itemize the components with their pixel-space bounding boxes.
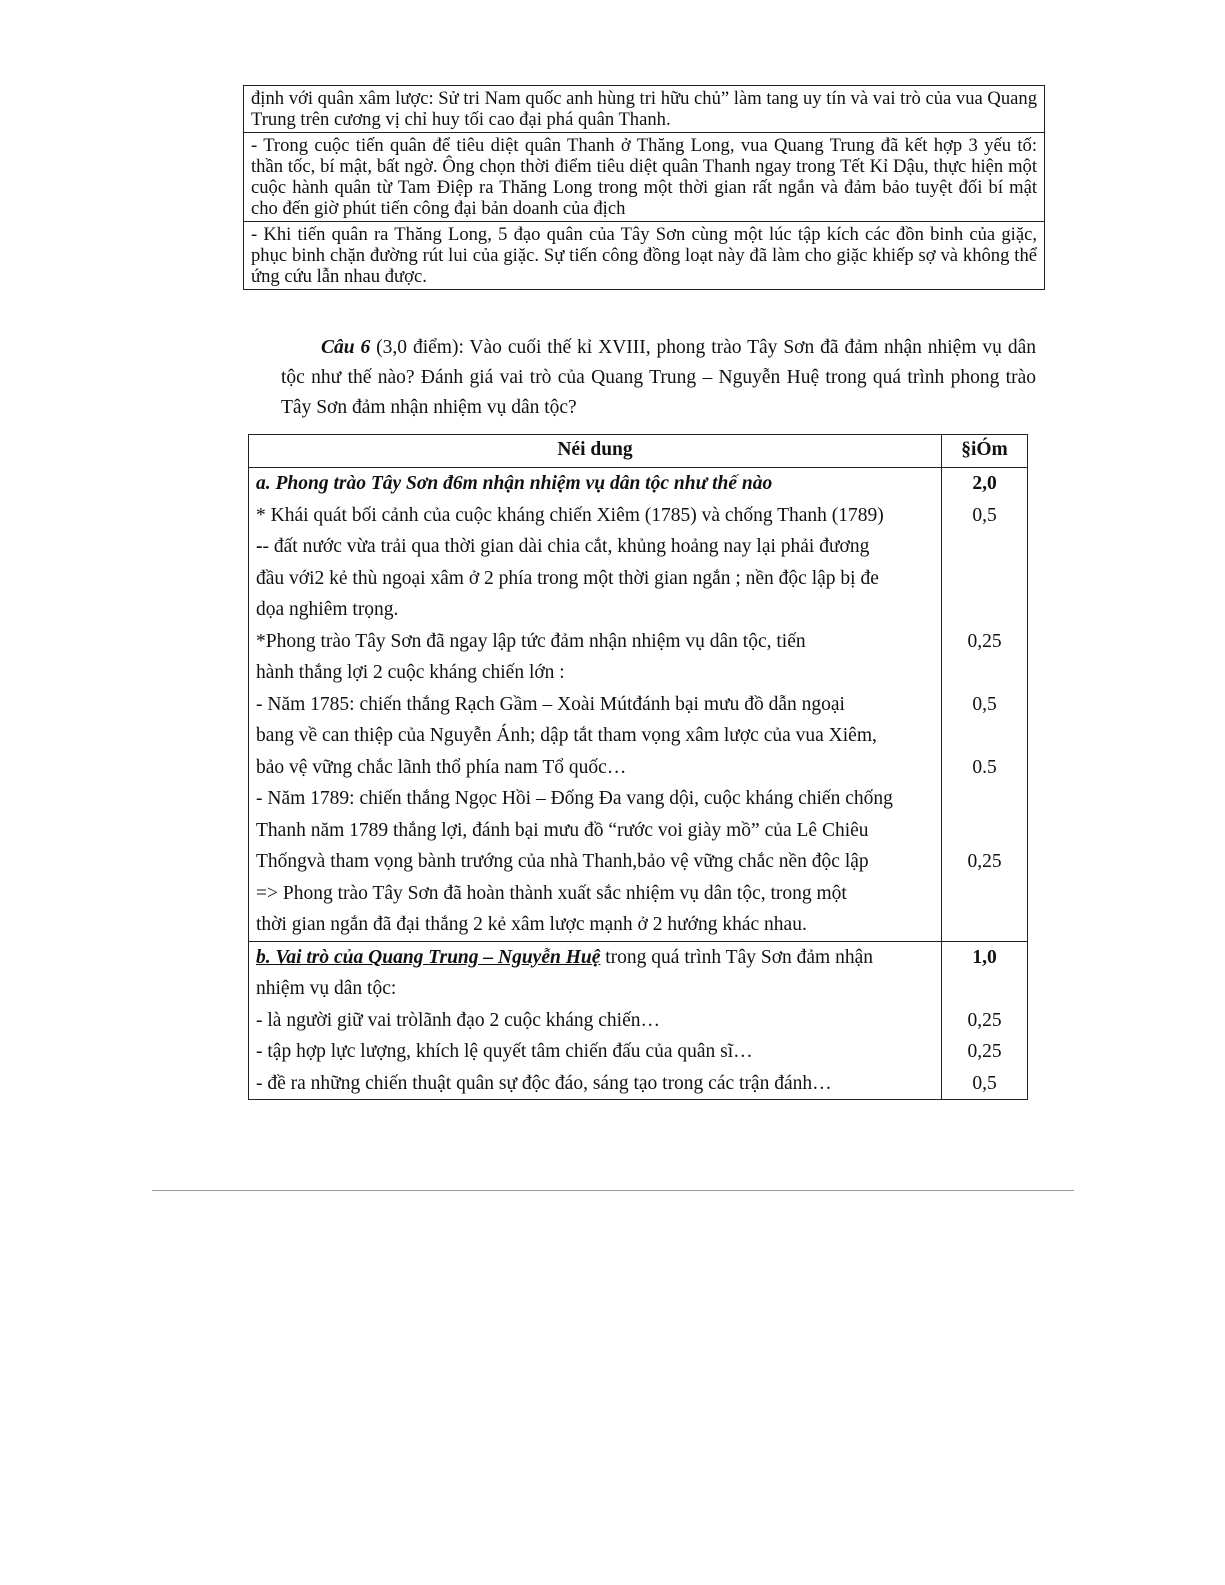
score-cell (942, 783, 1027, 815)
question-text: (3,0 điểm): Vào cuối thế kỉ XVIII, phong trào Tây Sơn đã đảm nhận nhiệm vụ dân tộc như thế nào? Đánh giá vai trò của Quang Trung – Nguyễn Huệ trong quá trình phong trào Tây Sơn đảm nhận nhiệm vụ dân tộc? (281, 337, 1036, 418)
score-cell: 0,25 (967, 851, 1002, 872)
answer-line: thời gian ngắn đã đại thắng 2 kẻ xâm lược mạnh ở 2 hướng khác nhau. (256, 914, 807, 935)
table-row: - Trong cuộc tiến quân để tiêu diệt quân Thanh ở Thăng Long, vua Quang Trung đã kết hợp 3 yếu tố: thần tốc, bí mật, bất ngờ. Ông chọn thời điểm tiêu diệt quân Thanh ngay trong Tết Kỉ Dậu, thực hiện một cuộc hành quân từ Tam Điệp ra Thăng Long trong một thời gian rất ngắn và đảm bảo tuyệt đối bí mật cho đến giờ phút tiến công đại bản doanh của địch (244, 133, 1044, 222)
score-cell (942, 594, 1027, 626)
section-b (249, 941, 1027, 1100)
answer-table (248, 434, 1028, 1100)
answer-line: * Khái quát bối cảnh của cuộc kháng chiến Xiêm (1785) và chống Thanh (1789) (256, 504, 884, 526)
answer-line: hành thắng lợi 2 cuộc kháng chiến lớn : (256, 662, 565, 683)
answer-line: -- đất nước vừa trải qua thời gian dài chia cắt, khủng hoảng nay lại phải đương (256, 536, 870, 557)
score-cell (942, 909, 1027, 941)
section-a-title: a. Phong trào Tây Sơn đ6m nhận nhiệm vụ dân tộc như thế nào (256, 473, 773, 494)
score-cell (942, 531, 1027, 563)
answer-line: - Năm 1785: chiến thắng Rạch Gầm – Xoài Mútđánh bại mưu đồ dẫn ngoại (256, 693, 845, 715)
answer-line: => Phong trào Tây Sơn đã hoàn thành xuất sắc nhiệm vụ dân tộc, trong một (256, 882, 847, 904)
score-column-header: §iÓm (961, 439, 1008, 460)
question-6 (281, 333, 1036, 423)
answer-line: Thanh năm 1789 thắng lợi, đánh bại mưu đồ “rước voi giày mồ” của Lê Chiêu (256, 819, 869, 841)
section-b-title: b. Vai trò của Quang Trung – Nguyễn Huệ trong quá trình Tây Sơn đảm nhận (256, 946, 874, 968)
score-cell: 0,5 (972, 504, 997, 526)
answer-line: nhiệm vụ dân tộc: (256, 978, 397, 999)
section-b-scores (942, 942, 1027, 1100)
answer-line: - là người giữ vai tròlãnh đạo 2 cuộc kháng chiến… (256, 1009, 661, 1031)
answer-line: - Năm 1789: chiến thắng Ngọc Hồi – Đống Đa vang dội, cuộc kháng chiến chống (256, 788, 893, 809)
score-cell: 0.5 (972, 756, 997, 778)
answer-line: *Phong trào Tây Sơn đã ngay lập tức đảm nhận nhiệm vụ dân tộc, tiến (256, 630, 806, 652)
section-a-scores (942, 468, 1027, 941)
answer-line: bang về can thiệp của Nguyễn Ánh; dập tắt tham vọng xâm lược của vua Xiêm, (256, 725, 877, 746)
score-cell (942, 878, 1027, 910)
page-divider (152, 1190, 1074, 1191)
section-a (249, 468, 1027, 941)
score-cell: 2,0 (972, 473, 997, 494)
answer-table-header (249, 435, 1027, 468)
answer-line: - tập hợp lực lượng, khích lệ quyết tâm chiến đấu của quân sĩ… (256, 1041, 753, 1062)
section-b-content (249, 942, 942, 1100)
section-a-content (249, 468, 942, 941)
score-cell (942, 973, 1027, 1005)
table-row: định với quân xâm lược: Sử tri Nam quốc anh hùng tri hữu chủ” làm tang uy tín và vai trò của vua Quang Trung trên cương vị chỉ huy tối cao đại phá quân Thanh. (244, 86, 1044, 133)
previous-answer-table (243, 85, 1045, 290)
score-cell (942, 720, 1027, 752)
answer-line: bảo vệ vững chắc lãnh thổ phía nam Tổ quốc… (256, 756, 627, 778)
score-cell: 0,25 (967, 630, 1002, 652)
question-label: Câu 6 (321, 337, 371, 358)
score-cell: 0,5 (972, 1072, 997, 1094)
content-column-header: Néi dung (249, 435, 942, 467)
score-cell: 1,0 (972, 946, 997, 968)
answer-line: đầu với2 kẻ thù ngoại xâm ở 2 phía trong một thời gian ngắn ; nền độc lập bị đe (256, 567, 879, 589)
score-cell (942, 657, 1027, 689)
answer-line: Thốngvà tham vọng bành trướng của nhà Thanh,bảo vệ vững chắc nền độc lập (256, 851, 869, 872)
table-row: - Khi tiến quân ra Thăng Long, 5 đạo quân của Tây Sơn cùng một lúc tập kích các đồn binh của giặc, phục binh chặn đường rút lui của giặc. Sự tiến công đồng loạt này đã làm cho giặc khiếp sợ và không thể ứng cứu lẫn nhau được. (251, 224, 1037, 287)
score-cell: 0,25 (967, 1009, 1002, 1031)
score-cell (942, 815, 1027, 847)
answer-line: dọa nghiêm trọng. (256, 599, 399, 620)
answer-line: - đề ra những chiến thuật quân sự độc đáo, sáng tạo trong các trận đánh… (256, 1072, 832, 1094)
score-cell: 0,25 (967, 1041, 1002, 1062)
score-cell (942, 563, 1027, 595)
score-cell: 0,5 (972, 693, 997, 715)
